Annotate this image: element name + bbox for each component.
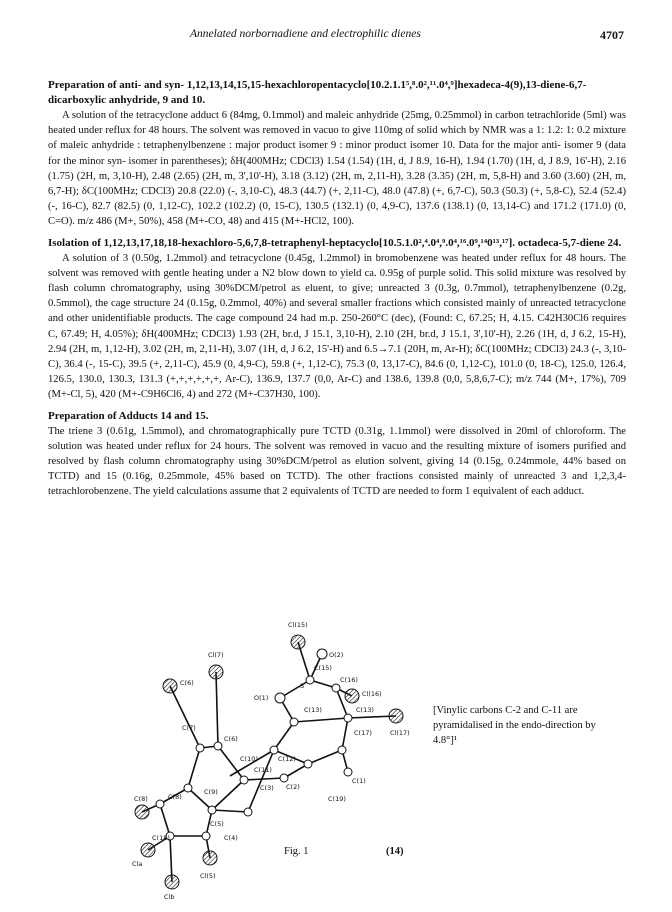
section-heading-cage: Isolation of 1,12,13,17,18,18-hexachloro-5,6,7,8-tetraphenyl-heptacyclo[10.5.1.0²,⁴.0⁴,⁹.0⁴,¹⁶.0⁹,¹⁴0¹³,¹⁷]. octadeca-5,7-diene 24.: [48, 236, 622, 249]
atom-label: Cl(15): [288, 621, 308, 629]
section-body-adducts: The triene 3 (0.61g, 1.5mmol), and chromatographically pure TCTD (0.31g, 1.1mmol) were dissolved in 20ml of chloroform. The solution was heated under reflux for 24 hours. The solvent was removed in vacuo and the resulting mixture of isomers purified and resolved by flash column chromatography using 30%DCM/petrol as elution solvent, giving 14 (0.15g, 0.24mmole, 44% based on TCTD) and 15 (0.16g, 0.25mmole, 45% based on TCTD). The other fractions consisted mainly of unreacted 3 and 1,2,3,4-tetrachlorobenzene. The yield calculations assume that 2 equivalents of TCTD are needed to form 1 equivalent of each adduct.: [48, 425, 626, 498]
atom-label: C(10): [240, 755, 258, 763]
atom-label: C(7): [182, 724, 196, 732]
section-body-cage: A solution of 3 (0.50g, 1.2mmol) and tetracyclone (0.45g, 1.2mmol) in bromobenzene was heated under reflux for 48 hours. The solvent was removed with gentle heating under a N2 blow down to yield ca. 0.95g of purple solid. This solid mixture was resolved by flash column chromatography, using 30%DCM/petrol as eluent, to give; unreacted 3 (0.3g, 0.7mmol), tetraphenylbenzene (0.2g, 0.5mmol), the cage structure 24 (0.15g, 0.2mmol, 40%) and several smaller fractions which consisted mainly of unreacted tetracyclone and other unidentifiable products. The cage compound 24 had m.p. 250-260°C (dec), (Found: C, 67.25; H, 4.15. C42H30Cl6 requires C, 67.49; H, 4.05%); δH(400MHz; CDCl3) 1.93 (2H, br.d, J 15.1, 3,10-H), 2.10 (2H, br.d, J 15.1, 3',10'-H), 2.26 (1H, d, J 6.2, 15-H), 2.94 (2H, m, 1,12-H), 3.02 (2H, m, 2,11-H), 3.07 (1H, d, J 6.2, 15'-H) and 6.5→7.1 (20H, m, Ar-H); δC(100MHz; CDCl3) 24.3 (-, 3,10-C), 36.4 (-, 15-C), 39.5 (+, 2,11-C), 45.9 (0, 4,9-C), 59.8 (+, 1,12-C), 75.3 (0, 13,17-C), 84.6 (0, 1,12-C), 101.0 (0, 18-C), 125.0, 126.4, 126.5, 130.0, 130.3, 131.3 (+,+,+,+,+,+, Ar-C), 136.9, 137.7 (0,0, Ar-C) and 138.6, 139.8 (0,0, 5,8,6,7-C); m/z 744 (M+, 17%), 709 (M+-Cl, 5), 420 (M+-C9H6Cl6, 4) and 272 (M+-C37H30, 100).: [48, 252, 627, 401]
section-heading-adducts: Preparation of Adducts 14 and 15.: [48, 409, 209, 422]
atom-label: C(13): [356, 706, 374, 714]
atom-label: O(1): [254, 694, 269, 702]
atom-label: C(8): [168, 793, 182, 801]
ortep-diagram: [48, 600, 428, 900]
atom-label: C(3): [260, 784, 274, 792]
atom-label: C(19): [328, 795, 346, 803]
section-body-anhydride: A solution of the tetracyclone adduct 6 (84mg, 0.1mmol) and maleic anhydride (25mg, 0.25mmol) in carbon tetrachloride (5ml) was heated under reflux for 48 hours. The solvent was removed in vacuo to give 110mg of solid which by NMR was a 1: 1.2: 1: 0.2 mixture of maleic anhydride : tetraphenylbenzene : major product isomer 9 : minor product isomer 10. Data for the major anti- isomer 9 (data for the minor syn- isomer in parentheses); δH(400MHz; CDCl3) 1.54 (1.54) (1H, d, J 8.9, 16-H), 1.94 (1.70) (1H, d, J 8.9, 16'-H), 2.16 (1.75) (2H, m, 3,10-H), 2.48 (2.65) (2H, m, 3',10'-H), 3.18 (3.12) (2H, m, 2,11-H), 3.28 (3.35) (2H, m, 5,8-H) and 3.60 (3.60) (2H, m, 6,7-H); δC(100MHz; CDCl3) 20.8 (22.0) (-, 3,10-C), 48.3 (44.7) (+, 2,11-C), 48.0 (47.8) (+, 6,7-C), 50.3 (50.3) (+, 5,8-C), 52.4 (52.4) (-, 16-C), 82.7 (82.5) (0, 1,12-C), 102.2 (102.2) (0, 15-C), 130.5 (132.1) (0, 4,9-C), 137.6 (138.1) (0, 13,14-C) and 171.2 (171.0) (0, C=O). m/z 486 (M+, 50%), 458 (M+-CO, 48) and 415 (M+-HCl2, 100).: [48, 110, 626, 228]
compound-label: (14): [386, 846, 404, 857]
figure-note: [Vinylic carbons C-2 and C-11 are pyramidalised in the endo-direction by 4.8°]¹: [433, 705, 596, 746]
running-title: Annelated norbornadiene and electrophilic dienes: [190, 28, 421, 40]
atom-label: C(18): [152, 834, 170, 842]
atom-label: C(16): [340, 676, 358, 684]
atom-label: Cl(7): [208, 651, 224, 659]
atom-label: C(1): [352, 777, 366, 785]
atom-label: C(15): [314, 664, 332, 672]
atom-label: Cl(5): [200, 872, 216, 880]
atom-labels: [132, 621, 410, 900]
atom-label: C(11): [254, 766, 272, 774]
section-heading-anhydride: Preparation of anti- and syn- 1,12,13,14,15,15-hexachloropentacyclo[10.2.1.1⁵,⁸.0²,¹¹.0⁴,⁹]hexadeca-4(9),13-diene-6,7-dicarboxylic anhydride, 9 and 10.: [48, 79, 587, 106]
atom-label: C(13): [304, 706, 322, 714]
atom-label: C(6): [180, 679, 194, 687]
atom-label: Cl(17): [390, 729, 410, 737]
atom-label: C(2): [286, 783, 300, 791]
atom-label: Cl(16): [362, 690, 382, 698]
atom-label: C(17): [354, 729, 372, 737]
atom-label: C(12): [278, 755, 296, 763]
atom-label: C(9): [204, 788, 218, 796]
page-number: 4707: [600, 28, 624, 42]
figure-caption: Fig. 1: [284, 846, 309, 857]
atom-label: O(2): [329, 651, 344, 659]
bond-lines: [142, 642, 396, 882]
atom-label: C(4): [224, 834, 238, 842]
atom-label: S: [300, 682, 305, 690]
atom-label: C(8): [134, 795, 148, 803]
atom-label: Clb: [164, 893, 175, 900]
atom-label: C(5): [210, 820, 224, 828]
atom-label: Cla: [132, 860, 143, 868]
figure-crystal-structure: [48, 600, 626, 900]
atom-label: C(6): [224, 735, 238, 743]
running-head: [0, 28, 672, 44]
article-body: [48, 78, 626, 500]
